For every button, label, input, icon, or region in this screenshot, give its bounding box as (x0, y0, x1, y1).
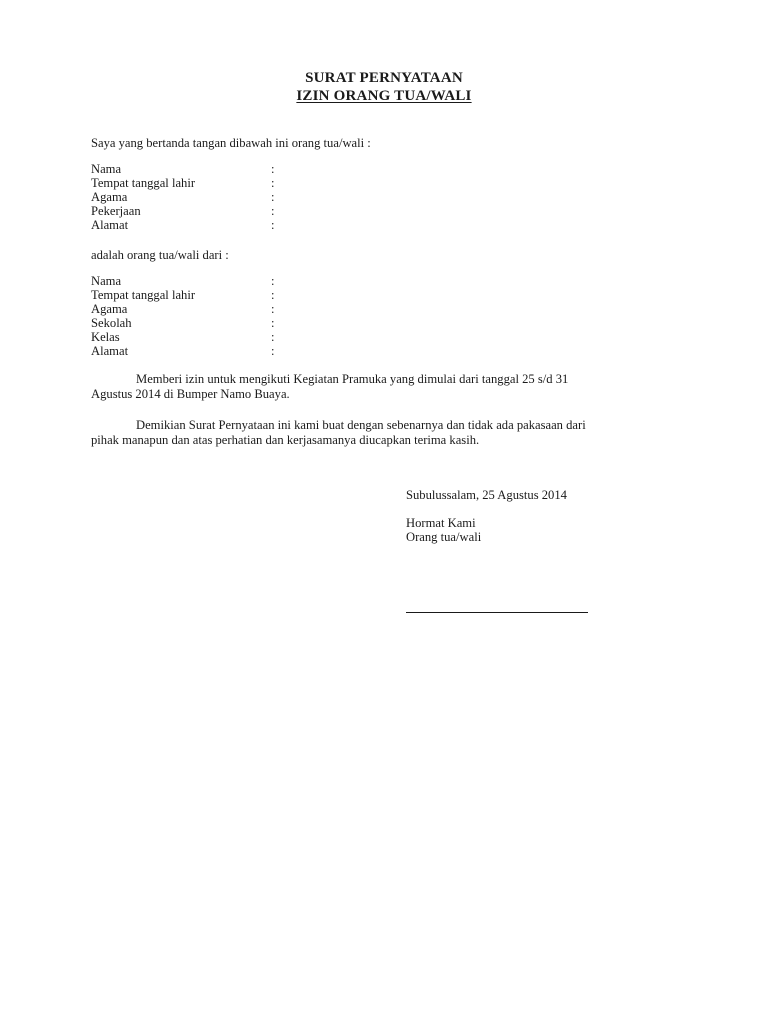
field-row-child-birth (91, 288, 291, 302)
place-date: Subulussalam, 25 Agustus 2014 (406, 488, 567, 502)
field-label: Kelas (91, 330, 120, 344)
closing-salutation: Hormat Kami (406, 516, 476, 530)
field-label: Nama (91, 274, 122, 288)
field-row-parent-occupation (91, 204, 291, 218)
field-colon: : (271, 288, 275, 302)
permission-paragraph (91, 372, 691, 402)
field-label: Sekolah (91, 316, 132, 330)
field-row-parent-address (91, 218, 291, 232)
field-label: Tempat tanggal lahir (91, 288, 196, 302)
field-colon: : (271, 218, 275, 232)
field-row-parent-religion (91, 190, 291, 204)
field-label: Agama (91, 190, 128, 204)
parent-fields (91, 162, 291, 232)
field-label: Pekerjaan (91, 204, 141, 218)
document-subtitle-text: IZIN ORANG TUA/WALI (296, 88, 472, 104)
field-row-child-name (91, 274, 291, 288)
paragraph-line: Demikian Surat Pernyataan ini kami buat dengan sebenarnya dan tidak ada pakasaan dari (136, 418, 586, 432)
field-row-child-class (91, 330, 291, 344)
child-intro-statement: adalah orang tua/wali dari : (91, 248, 229, 262)
field-row-parent-birth (91, 176, 291, 190)
field-colon: : (271, 176, 275, 190)
paragraph-line: pihak manapun dan atas perhatian dan kerjasamanya diucapkan terima kasih. (91, 433, 480, 447)
field-colon: : (271, 344, 275, 358)
field-colon: : (271, 274, 275, 288)
field-row-child-religion (91, 302, 291, 316)
field-label: Alamat (91, 218, 129, 232)
field-colon: : (271, 330, 275, 344)
field-label: Alamat (91, 344, 129, 358)
field-colon: : (271, 162, 275, 176)
signature-line (406, 612, 588, 613)
field-colon: : (271, 204, 275, 218)
field-label: Tempat tanggal lahir (91, 176, 196, 190)
field-colon: : (271, 190, 275, 204)
signer-role: Orang tua/wali (406, 530, 482, 544)
paragraph-line: Agustus 2014 di Bumper Namo Buaya. (91, 387, 290, 401)
field-label: Nama (91, 162, 122, 176)
field-colon: : (271, 316, 275, 330)
field-row-parent-name (91, 162, 291, 176)
intro-statement: Saya yang bertanda tangan dibawah ini orang tua/wali : (91, 136, 371, 150)
document-subtitle (0, 89, 768, 103)
field-row-child-school (91, 316, 291, 330)
field-row-child-address (91, 344, 291, 358)
closing-paragraph (91, 418, 691, 448)
paragraph-line: Memberi izin untuk mengikuti Kegiatan Pramuka yang dimulai dari tanggal 25 s/d 31 (136, 372, 569, 386)
document-title: SURAT PERNYATAAN (305, 70, 463, 86)
field-colon: : (271, 302, 275, 316)
field-label: Agama (91, 302, 128, 316)
child-fields (91, 274, 291, 358)
